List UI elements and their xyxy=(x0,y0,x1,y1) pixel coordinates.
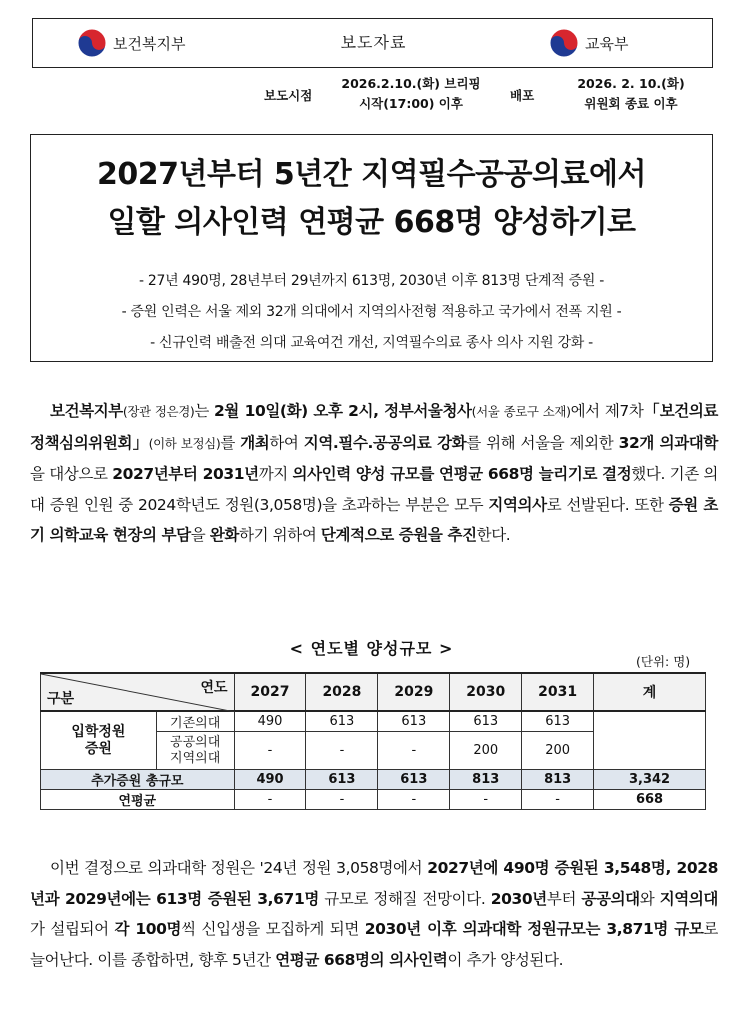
subheadline-3: - 신규인력 배출전 의대 교육여건 개선, 지역필수의료 종사 의사 지원 강화 - xyxy=(150,335,593,351)
headline-line1: 2027년부터 5년간 지역필수공공의료에서 xyxy=(97,157,646,192)
text-bold: 지역의대 xyxy=(659,889,718,908)
table-header-row xyxy=(41,673,706,711)
table-cell: 613 xyxy=(450,711,522,732)
text: 이 추가 양성된다. xyxy=(447,950,564,969)
text: 규모로 정해질 전망이다. xyxy=(318,889,491,908)
text: 했다. 기존 의대 증원 인원 중 2024학년도 정원(3,058명)을 초과하는 부분은 모두 xyxy=(30,465,718,514)
header-box xyxy=(32,18,713,68)
text: 를 xyxy=(220,433,241,452)
table-cell-total: 668 xyxy=(594,790,706,810)
row-label: 연평균 xyxy=(41,790,235,810)
table-cell: - xyxy=(306,732,378,770)
distribution-line2: 위원회 종료 이후 xyxy=(584,96,678,111)
release-time-value xyxy=(336,74,486,114)
corner-category-label: 구분 xyxy=(47,691,75,707)
table-cell: - xyxy=(234,790,306,810)
table-row-total xyxy=(41,770,706,790)
release-time-line2: 시작(17:00) 이후 xyxy=(359,96,463,111)
text-bold: 지역의사 xyxy=(488,495,547,514)
text-bold: 2030년 이후 의과대학 정원규모는 3,871명 규모 xyxy=(364,920,704,938)
text-bold: 개최 xyxy=(240,433,270,452)
row-label-line1: 공공의대 xyxy=(170,734,221,750)
text-bold: 단계적으로 증원을 추진 xyxy=(320,526,477,544)
text: 을 xyxy=(190,526,210,544)
table-cell: 613 xyxy=(378,711,450,732)
table-cell: - xyxy=(234,732,306,770)
text: 로 선발된다. 또한 xyxy=(546,495,669,514)
year-header: 2030 xyxy=(450,673,522,711)
table-cell: 613 xyxy=(522,711,594,732)
text: 로 늘어난다. 이를 종합하면, 향후 5년간 xyxy=(30,920,718,969)
text-bold: 증원 초기 의학교육 현장의 부담 xyxy=(30,495,719,544)
distribution-value xyxy=(566,74,696,114)
text: 부터 xyxy=(546,889,582,908)
text: 에서 제7차 xyxy=(570,402,644,420)
distribution-label: 배포 xyxy=(510,88,535,103)
table-cell: 613 xyxy=(306,711,378,732)
table-unit: (단위: 명) xyxy=(636,654,691,669)
table-cell: 613 xyxy=(378,770,450,790)
text-bold: 완화 xyxy=(209,526,239,544)
table-cell: 490 xyxy=(234,711,306,732)
text: 이번 결정으로 의과대학 정원은 '24년 정원 3,058명에서 xyxy=(50,859,428,877)
taegeuk-logo-icon xyxy=(549,28,579,58)
table-cell: - xyxy=(378,732,450,770)
table-cell: - xyxy=(306,790,378,810)
text-small: (장관 정은경) xyxy=(122,404,195,419)
table-cell: 200 xyxy=(522,732,594,770)
text: 을 대상으로 xyxy=(30,465,113,483)
subheadline-1: - 27년 490명, 28년부터 29년까지 613명, 2030년 이후 813명 단계적 증원 - xyxy=(138,273,605,289)
text: 까지 xyxy=(258,465,293,483)
text: 와 xyxy=(639,889,660,908)
year-header: 2029 xyxy=(378,673,450,711)
text-bold: 의사인력 양성 규모를 연평균 668명 늘리기로 결정 xyxy=(292,465,632,483)
text-small: (서울 종로구 소재) xyxy=(471,404,571,419)
text-bold: 연평균 668명의 의사인력 xyxy=(275,950,448,969)
press-release-label: 보도자료 xyxy=(340,33,407,52)
ministry-right xyxy=(549,19,628,67)
distribution-line1: 2026. 2. 10.(화) xyxy=(577,76,685,91)
corner-year-label: 연도 xyxy=(200,680,228,696)
yearly-scale-table xyxy=(40,672,706,810)
group-label-line2: 증원 xyxy=(84,740,112,757)
text-bold: 2027년에 490명 증원된 3,548명, 2028년과 2029년에는 613명 증원된 3,671명 xyxy=(30,859,718,908)
text-bold: 각 100명 xyxy=(114,920,182,938)
table-row-average xyxy=(41,790,706,810)
release-time-line1: 2026.2.10.(화) 브리핑 xyxy=(341,76,481,91)
text-bold: 지역.필수.공공의료 강화 xyxy=(303,433,467,452)
table-cell-total xyxy=(594,711,706,770)
ministry-left-name: 보건복지부 xyxy=(113,34,186,53)
row-label: 기존의대 xyxy=(156,711,234,732)
table-cell: 200 xyxy=(450,732,522,770)
year-header: 2027 xyxy=(234,673,306,711)
text: 하기 위하여 xyxy=(239,526,321,544)
title-box xyxy=(30,134,713,362)
text-bold: 2030년 xyxy=(490,889,547,908)
year-header: 2028 xyxy=(306,673,378,711)
table-title: < 연도별 양성규모 > xyxy=(289,639,454,658)
text-bold: 2월 10일(화) 오후 2시, 정부서울청사 xyxy=(214,402,472,420)
table-row xyxy=(41,711,706,732)
group-label-cell xyxy=(41,711,157,770)
table-cell: - xyxy=(378,790,450,810)
table-cell: 813 xyxy=(450,770,522,790)
text-bold: 32개 의과대학 xyxy=(618,433,718,452)
subheadline-2: - 증원 인력은 서울 제외 32개 의대에서 지역의사전형 적용하고 국가에서 전폭 지원 - xyxy=(121,304,622,320)
body-paragraph-1 xyxy=(30,396,718,551)
text-bold: 보건복지부 xyxy=(50,402,123,420)
body-paragraph-2 xyxy=(30,853,718,975)
row-label xyxy=(156,732,234,770)
text: 를 위해 서울을 제외한 xyxy=(466,433,619,452)
row-label: 추가증원 총규모 xyxy=(41,770,235,790)
headline-line2: 일할 의사인력 연평균 668명 양성하기로 xyxy=(107,205,636,240)
table-cell: - xyxy=(450,790,522,810)
table-cell: - xyxy=(522,790,594,810)
row-label-line2: 지역의대 xyxy=(170,750,221,766)
text-bold: 2027년부터 2031년 xyxy=(112,465,259,483)
year-header: 2031 xyxy=(522,673,594,711)
ministry-right-name: 교육부 xyxy=(585,34,629,53)
table-cell: 490 xyxy=(234,770,306,790)
text: 가 설립되어 xyxy=(30,920,115,938)
release-time-label: 보도시점 xyxy=(264,88,313,103)
table-corner-cell xyxy=(41,673,235,711)
table-cell: 613 xyxy=(306,770,378,790)
text-bold: 공공의대 xyxy=(581,889,640,908)
text: 하여 xyxy=(269,433,304,452)
group-label-line1: 입학정원 xyxy=(71,723,126,740)
text-bold: 「보건의료정책심의위원회」 xyxy=(30,402,718,452)
text: 한다. xyxy=(476,526,511,544)
text: 씩 신입생을 모집하게 되면 xyxy=(181,920,365,938)
table-cell-total: 3,342 xyxy=(594,770,706,790)
text-small: (이하 보정심) xyxy=(148,435,221,451)
total-header: 계 xyxy=(594,673,706,711)
text: 는 xyxy=(194,402,215,420)
table-cell: 813 xyxy=(522,770,594,790)
